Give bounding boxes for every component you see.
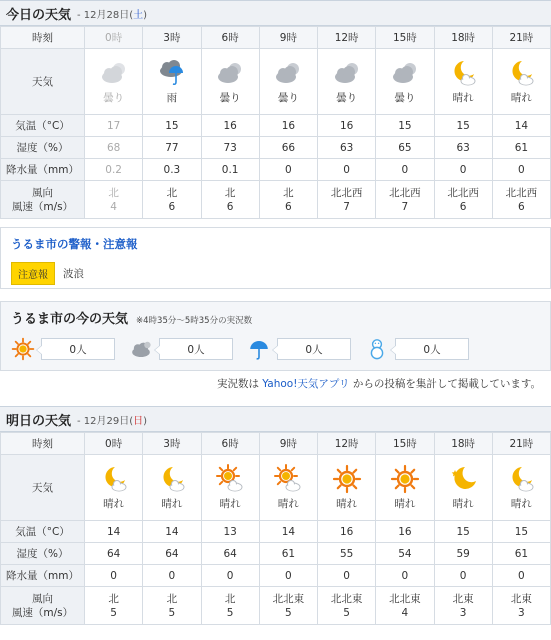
cloud-icon: [129, 337, 153, 361]
wind-cell: [376, 181, 434, 219]
humidity-cell: 61: [492, 543, 550, 565]
temp-cell: 13: [201, 521, 259, 543]
sun-cloud-icon: [215, 464, 245, 494]
report-note: 実況数は Yahoo!天気アプリ からの投稿を集計して掲載しています。: [216, 378, 541, 390]
current-weather-item: [11, 337, 129, 361]
precip-cell: 0: [492, 159, 550, 181]
precip-cell: 0: [434, 159, 492, 181]
sun-icon: [332, 464, 362, 494]
precip-cell: 0: [259, 565, 317, 587]
weather-cell: [376, 49, 434, 115]
precip-cell: 0: [434, 565, 492, 587]
weather-row: [1, 455, 551, 521]
weather-label: 晴れ: [277, 498, 299, 510]
wind-cell: [492, 181, 550, 219]
humidity-cell: 66: [259, 137, 317, 159]
hour-cell: 6時: [201, 27, 259, 49]
rain-icon: [157, 58, 187, 88]
hour-cell: 12時: [318, 433, 376, 455]
wind-direction: 北: [283, 186, 294, 199]
weather-cell: [201, 455, 259, 521]
row-label: 天気: [1, 455, 85, 521]
wind-direction: 北: [166, 186, 178, 199]
current-weather-item: [365, 337, 483, 361]
weather-cell: [259, 49, 317, 115]
weather-cell: [85, 49, 143, 115]
wind-direction: 北: [166, 592, 178, 605]
precip-row: [1, 159, 551, 181]
precip-cell: 0: [318, 565, 376, 587]
hour-cell: 12時: [318, 27, 376, 49]
weather-cell: [318, 49, 376, 115]
cloudy-icon: [273, 58, 303, 88]
wind-cell: [492, 587, 550, 625]
weather-label: 晴れ: [452, 92, 474, 104]
weather-cell: [201, 49, 259, 115]
wind-cell: [85, 587, 143, 625]
warning-box: [0, 227, 551, 289]
wind-speed: 5: [110, 606, 117, 619]
wind-cell: [85, 181, 143, 219]
today-title: 今日の天気: [6, 7, 72, 23]
precip-cell: 0: [201, 565, 259, 587]
precip-cell: 0: [143, 565, 201, 587]
weather-cell: [85, 455, 143, 521]
temp-cell: 16: [201, 115, 259, 137]
moon-star-icon: [448, 464, 478, 494]
weather-label: 雨: [166, 92, 178, 104]
humidity-cell: 55: [318, 543, 376, 565]
wind-direction: 北: [224, 186, 236, 199]
hour-cell: 6時: [201, 433, 259, 455]
wind-direction: 北北東: [272, 592, 305, 605]
wind-cell: [143, 181, 201, 219]
hour-cell: 3時: [143, 27, 201, 49]
row-label: 天気: [1, 49, 85, 115]
precip-cell: 0: [259, 159, 317, 181]
weather-cell: [376, 455, 434, 521]
humidity-cell: 64: [85, 543, 143, 565]
wind-speed: 7: [343, 200, 350, 213]
temp-cell: 16: [259, 115, 317, 137]
weather-cell: [434, 455, 492, 521]
wind-speed: 6: [459, 200, 467, 213]
moon-cloud-icon: [506, 58, 536, 88]
moon-cloud-icon: [99, 464, 129, 494]
temp-row: [1, 115, 551, 137]
tomorrow-header: [0, 406, 551, 432]
hour-cell: 21時: [492, 27, 550, 49]
humidity-cell: 61: [492, 137, 550, 159]
row-label: 気温（°C）: [1, 115, 85, 137]
moon-cloud-icon: [157, 464, 187, 494]
weather-cell: [492, 49, 550, 115]
row-label: 気温（°C）: [1, 521, 85, 543]
wind-speed: 5: [343, 606, 350, 619]
temp-cell: 14: [492, 115, 550, 137]
weather-label: 曇り: [394, 92, 416, 104]
report-count: 0人: [159, 338, 233, 360]
wind-speed: 5: [168, 606, 176, 619]
temp-cell: 16: [318, 521, 376, 543]
today-forecast-table: [0, 26, 551, 219]
humidity-cell: 64: [201, 543, 259, 565]
current-weather-item: [129, 337, 247, 361]
wind-cell: [201, 181, 259, 219]
cloudy-icon: [332, 58, 362, 88]
wind-cell: [259, 587, 317, 625]
weather-label: 晴れ: [103, 498, 125, 510]
wind-speed: 3: [518, 606, 525, 619]
weather-label: 晴れ: [336, 498, 358, 510]
wind-row: [1, 587, 551, 625]
wind-speed: 5: [285, 606, 292, 619]
wind-direction: 北: [224, 592, 236, 605]
temp-cell: 16: [318, 115, 376, 137]
wind-row: [1, 181, 551, 219]
temp-cell: 15: [434, 115, 492, 137]
tomorrow-date: - 12月29日(日): [77, 415, 148, 427]
wind-speed: 6: [285, 200, 292, 213]
humidity-row: [1, 137, 551, 159]
humidity-cell: 59: [434, 543, 492, 565]
weather-cell: [492, 455, 550, 521]
weather-label: 曇り: [277, 92, 299, 104]
row-label: 風向 風速（m/s）: [1, 587, 85, 625]
wind-cell: [376, 587, 434, 625]
precip-cell: 0: [85, 565, 143, 587]
row-label: 時刻: [1, 27, 85, 49]
weather-label: 晴れ: [510, 92, 532, 104]
weather-label: 晴れ: [452, 498, 474, 510]
tomorrow-forecast-table: [0, 432, 551, 625]
row-label: 湿度（%）: [1, 137, 85, 159]
row-label: 降水量（mm）: [1, 565, 85, 587]
current-weather-note: ※4時35分〜5時35分の実況数: [136, 316, 253, 326]
cloudy-icon: [99, 58, 129, 88]
tomorrow-title: 明日の天気: [6, 413, 72, 429]
precip-cell: 0.2: [85, 159, 143, 181]
report-count: 0人: [41, 338, 115, 360]
wind-direction: 北北西: [505, 186, 538, 199]
moon-cloud-icon: [506, 464, 536, 494]
wind-direction: 北北西: [389, 186, 421, 199]
humidity-row: [1, 543, 551, 565]
wind-direction: 北北西: [330, 186, 363, 199]
snowman-icon: [365, 337, 389, 361]
wind-speed: 3: [459, 606, 467, 619]
sun-icon: [11, 337, 35, 361]
hour-cell: 18時: [434, 433, 492, 455]
precip-cell: 0: [318, 159, 376, 181]
humidity-cell: 64: [143, 543, 201, 565]
precip-cell: 0: [376, 565, 434, 587]
wind-direction: 北北東: [389, 592, 421, 605]
wind-cell: [434, 587, 492, 625]
hour-cell: 15時: [376, 27, 434, 49]
wind-cell: [318, 181, 376, 219]
temp-cell: 14: [259, 521, 317, 543]
umbrella-icon: [247, 337, 271, 361]
temp-cell: 15: [376, 115, 434, 137]
wind-cell: [434, 181, 492, 219]
cloudy-icon: [215, 58, 245, 88]
current-weather-title: うるま市の今の天気: [11, 312, 129, 327]
hour-cell: 18時: [434, 27, 492, 49]
hour-cell: 0時: [85, 433, 143, 455]
hour-cell: 0時: [85, 27, 143, 49]
precip-cell: 0.1: [201, 159, 259, 181]
wind-cell: [259, 181, 317, 219]
hour-cell: 15時: [376, 433, 434, 455]
warning-text: 波浪: [63, 268, 84, 280]
humidity-cell: 54: [376, 543, 434, 565]
wind-speed: 5: [226, 606, 234, 619]
hour-row: [1, 433, 551, 455]
current-weather-counts: [11, 337, 540, 361]
weather-label: 曇り: [103, 92, 125, 104]
row-label: 湿度（%）: [1, 543, 85, 565]
current-weather-item: [247, 337, 365, 361]
wind-direction: 北: [108, 592, 119, 605]
wind-speed: 4: [401, 606, 409, 619]
wind-direction: 北: [108, 186, 119, 199]
temp-cell: 15: [143, 115, 201, 137]
hour-cell: 9時: [259, 27, 317, 49]
temp-cell: 17: [85, 115, 143, 137]
weather-label: 晴れ: [161, 498, 183, 510]
humidity-cell: 65: [376, 137, 434, 159]
weather-label: 曇り: [336, 92, 358, 104]
humidity-cell: 61: [259, 543, 317, 565]
report-count: 0人: [395, 338, 469, 360]
wind-speed: 6: [226, 200, 234, 213]
temp-cell: 14: [85, 521, 143, 543]
humidity-cell: 73: [201, 137, 259, 159]
today-header: [0, 0, 551, 26]
wind-cell: [318, 587, 376, 625]
precip-row: [1, 565, 551, 587]
weather-label: 晴れ: [219, 498, 241, 510]
temp-cell: 15: [492, 521, 550, 543]
temp-cell: 14: [143, 521, 201, 543]
temp-cell: 16: [376, 521, 434, 543]
today-date: - 12月28日(土): [77, 9, 148, 21]
weather-label: 晴れ: [394, 498, 416, 510]
temp-cell: 15: [434, 521, 492, 543]
hour-cell: 21時: [492, 433, 550, 455]
hour-cell: 9時: [259, 433, 317, 455]
cloudy-icon: [390, 58, 420, 88]
temp-row: [1, 521, 551, 543]
precip-cell: 0: [376, 159, 434, 181]
weather-cell: [434, 49, 492, 115]
humidity-cell: 63: [318, 137, 376, 159]
warning-badge: 注意報: [11, 262, 55, 285]
weather-cell: [318, 455, 376, 521]
warning-title-link[interactable]: うるま市の警報・注意報: [11, 237, 138, 251]
precip-cell: 0.3: [143, 159, 201, 181]
weather-label: 曇り: [219, 92, 241, 104]
row-label: 降水量（mm）: [1, 159, 85, 181]
weather-row: [1, 49, 551, 115]
weather-label: 晴れ: [510, 498, 532, 510]
wind-direction: 北北東: [330, 592, 363, 605]
weather-cell: [259, 455, 317, 521]
moon-cloud-icon: [448, 58, 478, 88]
app-link[interactable]: Yahoo!天気アプリ: [262, 378, 350, 390]
wind-speed: 4: [110, 200, 117, 213]
hour-row: [1, 27, 551, 49]
weather-cell: [143, 455, 201, 521]
sun-icon: [390, 464, 420, 494]
wind-direction: 北東: [510, 592, 532, 605]
wind-direction: 北北西: [447, 186, 479, 199]
weather-cell: [143, 49, 201, 115]
current-weather-box: [0, 301, 551, 371]
humidity-cell: 63: [434, 137, 492, 159]
wind-speed: 7: [401, 200, 409, 213]
sun-cloud-icon: [273, 464, 303, 494]
report-count: 0人: [277, 338, 351, 360]
precip-cell: 0: [492, 565, 550, 587]
row-label: 時刻: [1, 433, 85, 455]
wind-speed: 6: [168, 200, 176, 213]
wind-cell: [201, 587, 259, 625]
humidity-cell: 77: [143, 137, 201, 159]
hour-cell: 3時: [143, 433, 201, 455]
row-label: 風向 風速（m/s）: [1, 181, 85, 219]
wind-direction: 北東: [452, 592, 474, 605]
wind-cell: [143, 587, 201, 625]
wind-speed: 6: [518, 200, 525, 213]
humidity-cell: 68: [85, 137, 143, 159]
